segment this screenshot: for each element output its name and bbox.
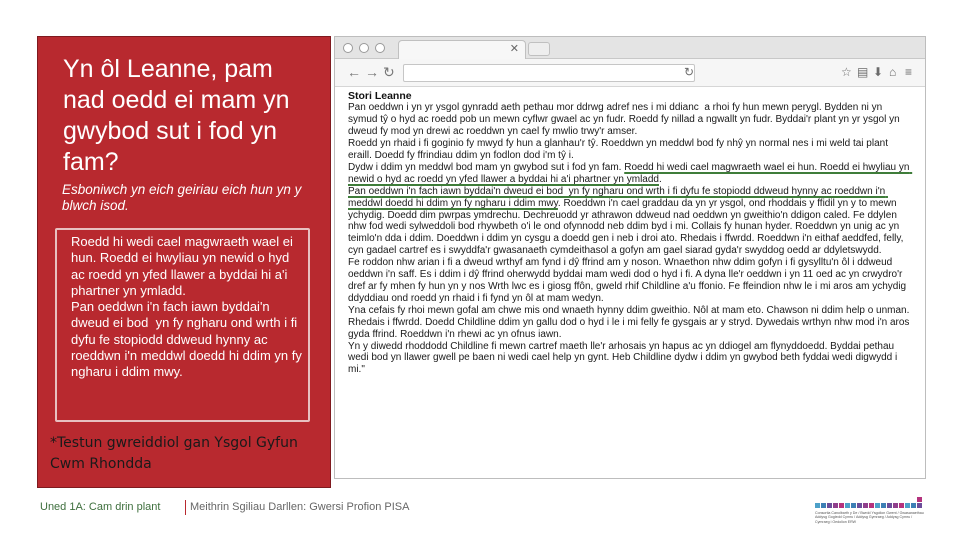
refresh-small-icon[interactable]: ↻ [684, 65, 695, 79]
close-tab-icon[interactable]: ✕ [509, 43, 519, 55]
minimize-window-icon[interactable] [359, 43, 369, 53]
story-paragraph: Pan oeddwn i yn yr ysgol gynradd aeth pethau mor ddrwg adref nes i mi ddianc a rhoi fy hun mewn perygl. Bydden ni yn symud tŷ o hyd ac roedd pob un mewn cyflwr gwael ac yn fudr. Roedd fy nillad a ngwallt yn fudr. Byddai'r plant yn yr ysgol yn dweud fy mod yn drewi ac roeddwn yn cael fy mwlio trwy'r amser. Roedd yn rhaid i fi goginio fy mwyd fy hun a glanhau'r tŷ. Roeddwn yn meddwl bod fy nhŷ yn normal nes i mi weld tai plant eraill. Doedd fy ffrindiau ddim yn fodlon dod i'm tŷ i. Dydw i ddim yn meddwl bod mam yn gwybod sut i fod yn fam. [348, 102, 900, 173]
address-bar[interactable] [403, 64, 695, 82]
footer-unit-title: Uned 1A: Cam drin plant [40, 501, 161, 513]
menu-icon[interactable]: ≡ [905, 65, 913, 79]
browser-titlebar [335, 37, 925, 59]
question-heading: Yn ôl Leanne, pam nad oedd ei mam yn gwybod sut i fod yn fam? [63, 55, 290, 176]
browser-toolbar [335, 59, 925, 87]
logo-text: Consortia Canolbarth y De / Bwrdd Ysgolion Gwent / Gwasanaethau Addysg Gogledd Cymru / Addysg Gymraeg / Addysg Cymru / Cymraeg i Oedolion ERW [815, 511, 924, 524]
answer-text: Roedd hi wedi cael magwraeth wael ei hun. Roedd ei hwyliau yn newid o hyd ac roedd yn yfed llawer a byddai hi a'i phartner yn ymladd. Pan oeddwn i'n fach iawn byddai'n dweud ei bod yn fy ngharu ond wrth i fi dyfu fe stopiodd ddweud hynny ac roeddwn i'n meddwl doedd hi ddim yn fy ngharu i ddim mwy. [71, 234, 302, 380]
reload-icon[interactable]: ↻ [383, 64, 395, 80]
source-note: *Testun gwreiddiol gan Ysgol Gyfun Cwm Rhondda [50, 435, 298, 472]
new-tab-button[interactable] [528, 42, 550, 56]
footer-divider [185, 500, 186, 515]
forward-arrow-icon[interactable]: → [365, 64, 379, 80]
answer-box[interactable] [55, 228, 310, 422]
download-icon[interactable]: ⬇ [873, 65, 884, 79]
story-title: Stori Leanne [348, 90, 412, 102]
story-text [348, 102, 914, 376]
browser-tab[interactable] [398, 40, 526, 59]
back-arrow-icon[interactable]: ← [347, 64, 361, 80]
bookmark-star-icon[interactable]: ☆ [841, 65, 852, 79]
story-paragraph: . Roeddwn i'n cael graddau da yn yr ysgol, ond rhoddais y ffidil yn y to mewn ychydig. Doedd dim pwrpas ymdrechu. Dechreuodd yr athrawon ddweud nad oeddwn yn gweithio'n ddigon caled. Fe ddylen nhw fod wedi sylweddoli bod rhywbeth o'i le ond ofynnodd neb ddim byd i mi. Collais fy hunan hyder. Roeddwn yn unig ac yn teimlo'n dda i ddim. Doeddwn i ddim yn cysgu a doedd gen i neb i droi ato. Rhedais i ffwrdd. Roeddwn i'n eithaf aeddfed, felly, cyn gadael cartref es i swyddfa'r gwasanaeth cymdeithasol a gofyn am gael siarad gyda'r swyddog oedd ar ddyletswydd. Fe roddon nhw arian i fi a dweud wrthyf am fynd i dŷ ffrind am y noson. Wnaethon nhw ddim gofyn i fi gysylltu'n ôl i ddweud oeddwn i'n saff. Es i ddim i dŷ ffrind oherwydd byddai mam wedi dod o hyd i fi. A dyna lle'r oeddwn i yn 11 oed ac yn crwydro'r dref ar fy mhen fy hun yn y nos Wrth lwc es i giosg ffôn, gweld rhif Childline a'u ffonio. Fe ffeindion nhw le i mi aros am ychydig ddyddiau ond roedd yn rhaid i fi fynd yn ôl at mam wedyn. Yna cefais fy rhoi mewn gofal am chwe mis ond wnaeth hynny ddim gweithio. Nôl at mam eto. Chawson ni ddim help o unman. Rhedais i ffwrdd. Doedd Childline ddim yn gallu dod o hyd i le i mi felly fe gysgais ar y stryd. Dywedais wrthyn nhw mod i'n aros gyda ffrind. Roeddwn i'n rhewi ac yn ofnus iawn. Yn y diwedd rhoddodd Childline fi mewn cartref maeth lle'r arhosais yn hapus ac yn ddiogel am flynyddoedd. Byddai pethau wedi bod yn llawer gwell pe baen ni wedi cael help yn gynt. Heb Childline dydw i ddim yn gwybod beth fyddai wedi digwydd i mi." [348, 197, 910, 376]
story-punctuation: . [658, 173, 662, 185]
story-content [348, 90, 914, 376]
home-icon[interactable]: ⌂ [889, 65, 897, 79]
browser-window [334, 36, 926, 479]
highlighted-sentence: Pan oeddwn i'n fach iawn byddai'n dweud ei bod yn fy ngharu ond wrth i fi dyfu fe stopiodd ddweud hynny ac roeddwn i'n meddwl doedd hi ddim yn fy ngharu i ddim mwy [348, 185, 888, 209]
highlighted-sentence: Roedd hi wedi cael magwraeth wael ei hun. Roedd ei hwyliau yn newid o hyd ac roedd yn yfed llawer a byddai hi a'i phartner yn ymladd [348, 161, 913, 185]
bookmarks-icon[interactable]: ▤ [857, 65, 869, 79]
footer-course-title: Meithrin Sgiliau Darllen: Gwersi Profion PISA [190, 501, 410, 513]
maximize-window-icon[interactable] [375, 43, 385, 53]
consortium-logo [815, 497, 925, 527]
question-panel [37, 36, 331, 488]
close-window-icon[interactable] [343, 43, 353, 53]
logo-squares-icon [815, 497, 925, 511]
instruction-text: Esboniwch yn eich geiriau eich hun yn y blwch isod. [62, 182, 302, 213]
